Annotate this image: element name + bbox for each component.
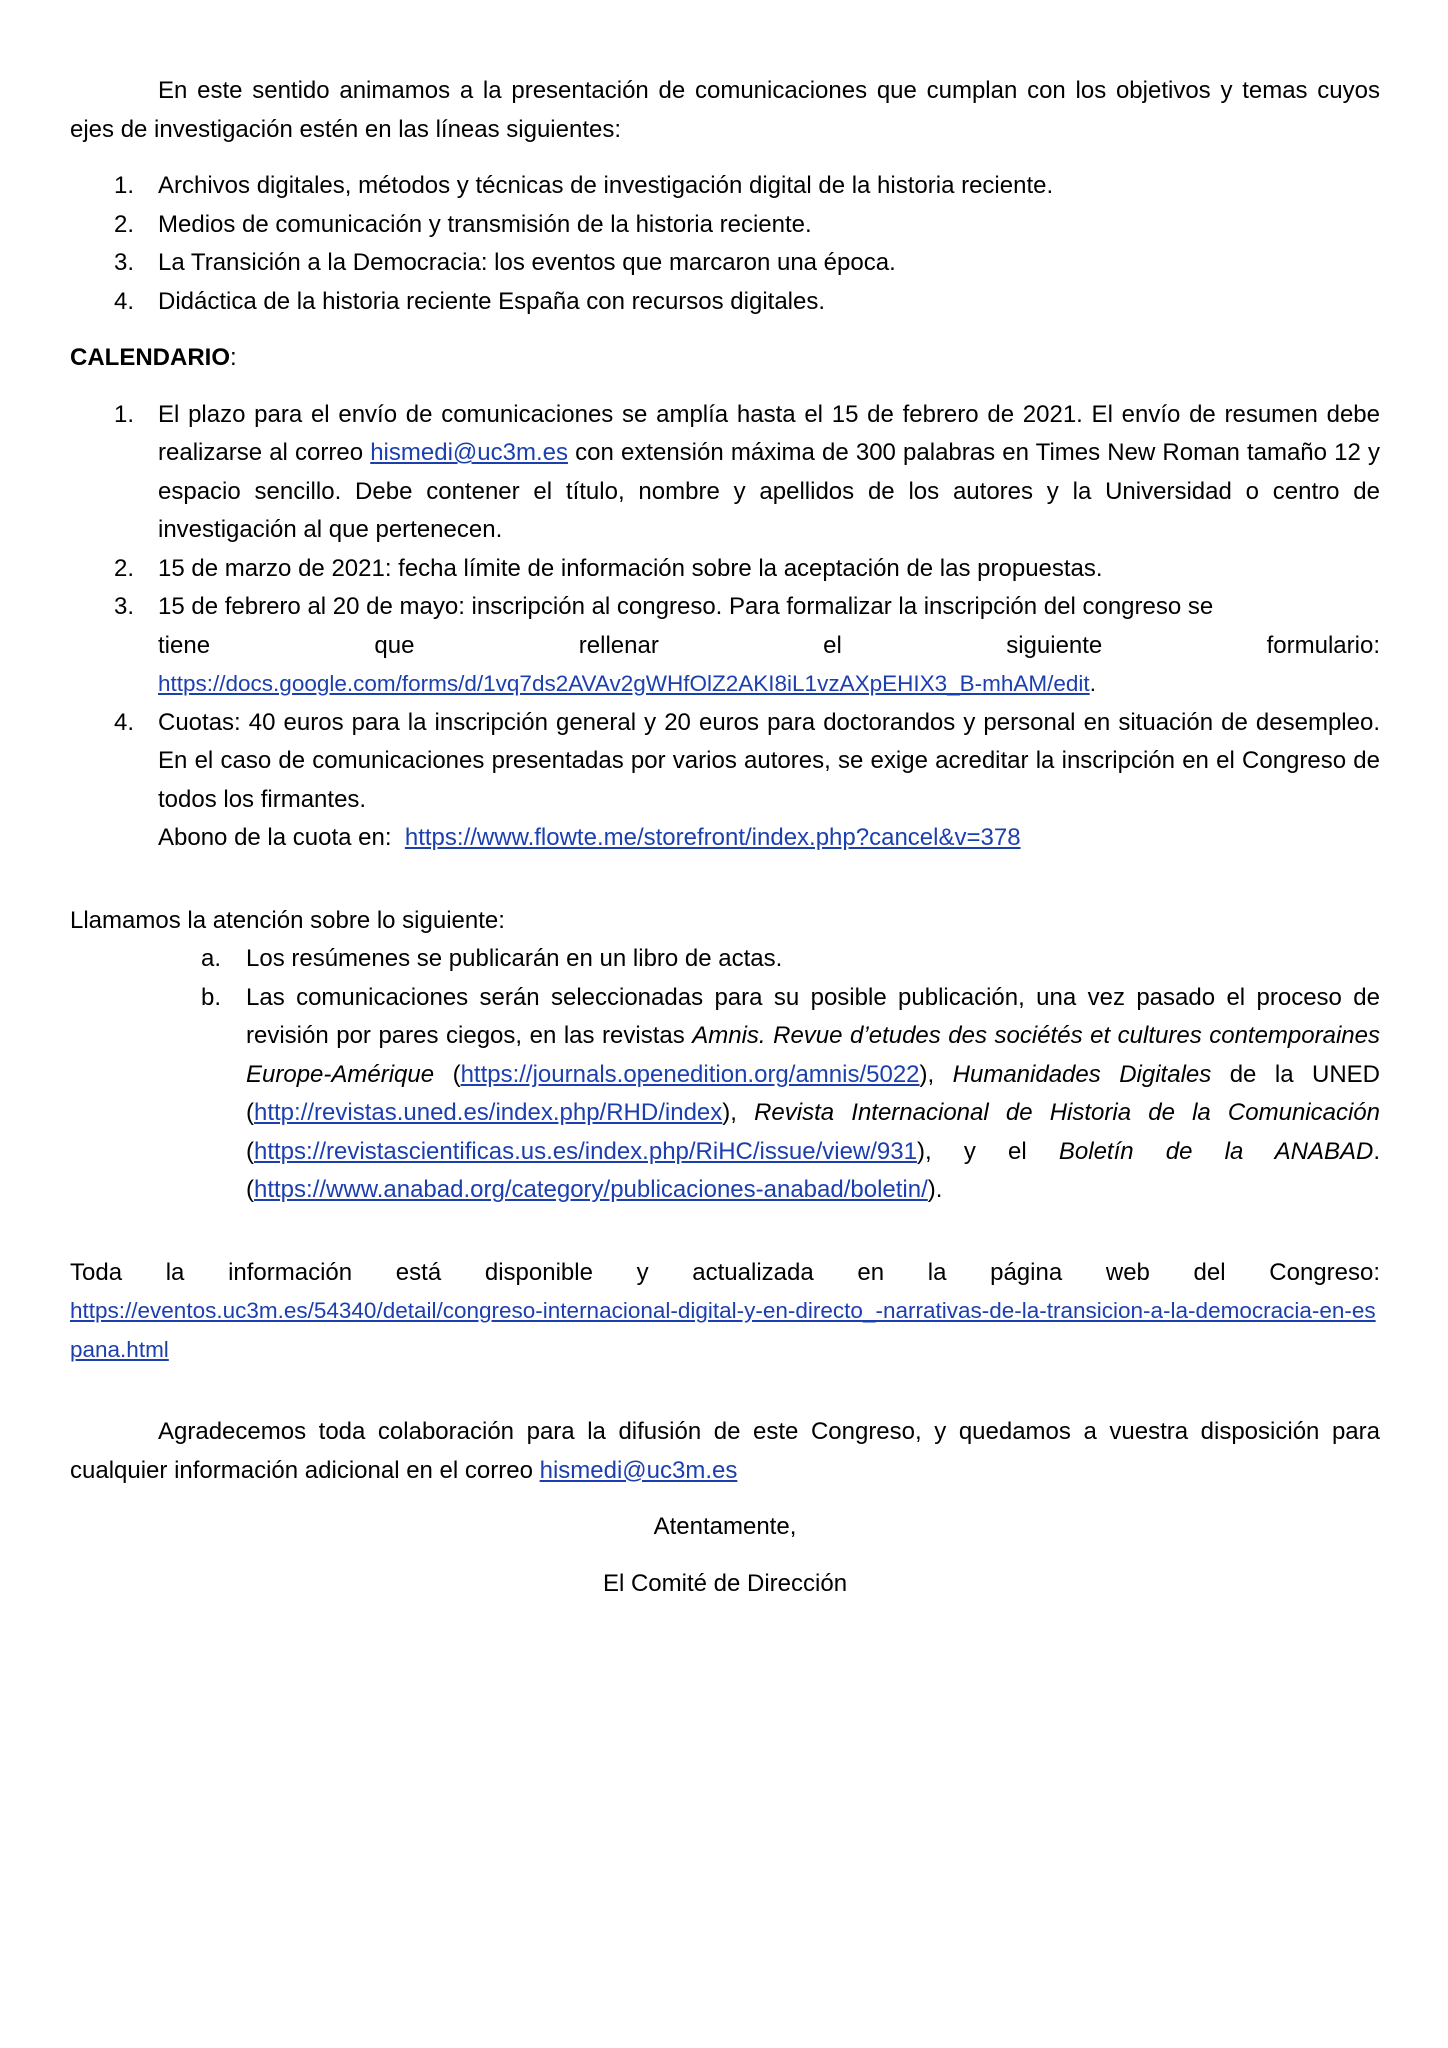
list-number: 4. <box>114 287 135 315</box>
calendar-heading: CALENDARIO <box>70 344 230 371</box>
closing-greeting: Atentamente, <box>653 1513 797 1540</box>
attention-item-b: b. Las comunicaciones serán seleccionadas para su posible publicación, una vez pasado el proceso de revisión por pares ciegos, en las revistas Amnis. Revue d’etudes des sociétés et cultures contemporaines Europe-Amérique (https://journals.openedition.org/amnis/5022), Humanidades Digitales de la UNED (http://revistas.uned.es/index.php/RHD/index), Revista Internacional de Historia de la Comunicación (https://revistascientificas.us.es/index.php/RiHC/issue/view/931), y el Boletín de la ANABAD. (https://www.anabad.org/category/publicaciones-anabad/boletin/). <box>70 979 1380 1210</box>
calendar-text: El plazo para el envío de comunicaciones se amplía hasta el 15 de febrero de 2021. El envío de resumen debe realizarse al correo <box>158 400 1380 466</box>
list-text: La Transición a la Democracia: los eventos que marcaron una época. <box>158 249 896 276</box>
word: rellenar <box>578 631 659 659</box>
attention-heading: Llamamos la atención sobre lo siguiente: <box>70 906 505 934</box>
list-number: 3. <box>114 249 135 276</box>
calendar-item-2 <box>70 550 1380 589</box>
word: siguiente <box>1006 631 1103 659</box>
form-link-line <box>158 665 1380 704</box>
email-link[interactable]: hismedi@uc3m.es <box>370 439 568 466</box>
attention-item-a <box>70 940 1380 979</box>
journal-link-rihc[interactable]: https://revistascientificas.us.es/index.php/RiHC/issue/view/931 <box>254 1137 917 1165</box>
attention-text: Las comunicaciones serán seleccionadas para su posible publicación, una vez pasado el proceso de revisión por pares ciegos, en las revistas <box>246 983 1380 1049</box>
calendar-text: Cuotas: 40 euros para la inscripción general y 20 euros para doctorandos y personal en situación de desempleo. En el caso de comunicaciones presentadas por varios autores, se exige acreditar la inscripción en el Congreso de todos los firmantes. <box>158 708 1380 813</box>
word: el <box>823 631 842 659</box>
word: tiene <box>158 631 211 659</box>
fee-payment-link[interactable]: https://www.flowte.me/storefront/index.php?cancel&v=378 <box>404 824 1021 851</box>
calendar-list <box>70 396 1380 858</box>
email-link[interactable]: hismedi@uc3m.es <box>539 1456 738 1484</box>
document-page <box>70 72 1380 1603</box>
list-number: 4. <box>114 708 135 736</box>
fee-line <box>158 819 1380 858</box>
journal-link-rhd[interactable]: http://revistas.uned.es/index.php/RHD/index <box>254 1099 723 1126</box>
list-text: Didáctica de la historia reciente España con recursos digitales. <box>158 287 826 315</box>
calendar-text: con extensión máxima de 300 palabras en Times New Roman tamaño 12 y espacio sencillo. Debe contener el título, nombre y apellidos de los autores y la Universidad o centro de investigación al que pertenecen. <box>158 439 1380 543</box>
journal-title: Humanidades Digitales <box>952 1060 1212 1088</box>
thanks-text: Agradecemos toda colaboración para la difusión de este Congreso, y quedamos a vuestra disposición para cualquier información adicional en el correo <box>70 1418 1380 1484</box>
calendar-text: 15 de febrero al 20 de mayo: inscripción al congreso. Para formalizar la inscripción del congreso se <box>158 593 1214 620</box>
attention-text: ). <box>927 1176 943 1203</box>
list-number: 3. <box>114 593 135 620</box>
word: formulario: <box>1266 631 1380 659</box>
list-item <box>70 206 1380 245</box>
journal-title: Boletín de la ANABAD <box>1058 1137 1374 1165</box>
attention-text: ), y el <box>916 1137 1059 1165</box>
intro-paragraph: En este sentido animamos a la presentación de comunicaciones que cumplan con los objetivos y temas cuyos ejes de investigación estén en las líneas siguientes: <box>70 77 1380 143</box>
list-letter: a. <box>201 945 222 972</box>
calendar-heading-colon: : <box>230 344 237 371</box>
congress-website-link[interactable]: https://eventos.uc3m.es/54340/detail/congreso-internacional-digital-y-en-directo_-narrativas-de-la-transicion-a-la-democracia-en-espana.html <box>70 1298 1376 1362</box>
google-form-link[interactable]: https://docs.google.com/forms/d/1vq7ds2AVAv2gWHfOlZ2AKI8iL1vzAXpEHIX3_B-mhAM/edit <box>158 671 1090 696</box>
list-item <box>70 167 1380 206</box>
link-period: . <box>1089 671 1096 696</box>
fee-label: Abono de la cuota en: <box>158 824 392 851</box>
list-number: 2. <box>114 554 135 582</box>
research-lines-list <box>70 167 1380 321</box>
journal-link-anabad[interactable]: https://www.anabad.org/category/publicaciones-anabad/boletin/ <box>254 1176 928 1203</box>
thanks-paragraph <box>70 1413 1380 1490</box>
info-paragraph: Toda la información está disponible y actualizada en la página web del Congreso: <box>70 1258 1380 1286</box>
info-link-paragraph <box>70 1292 1380 1369</box>
list-item <box>70 283 1380 322</box>
list-text: Archivos digitales, métodos y técnicas de investigación digital de la historia reciente. <box>158 172 1054 199</box>
list-text: Medios de comunicación y transmisión de la historia reciente. <box>158 210 812 238</box>
attention-text: de la UNED ( <box>246 1060 1380 1126</box>
list-letter: b. <box>201 983 222 1011</box>
calendar-item-4 <box>70 704 1380 858</box>
spread-line <box>158 627 1380 666</box>
attention-text: Los resúmenes se publicarán en un libro de actas. <box>246 945 783 972</box>
calendar-item-1 <box>70 396 1380 550</box>
attention-list <box>70 940 1380 1210</box>
list-item <box>70 244 1380 283</box>
journal-title: Amnis. Revue d’etudes des sociétés et cultures contemporaines Europe-Amérique <box>246 1022 1380 1088</box>
list-number: 1. <box>114 172 135 199</box>
journal-link-amnis[interactable]: https://journals.openedition.org/amnis/5022 <box>460 1060 920 1088</box>
calendar-text: 15 de marzo de 2021: fecha límite de información sobre la aceptación de las propuestas. <box>158 554 1103 582</box>
calendar-item-3 <box>70 588 1380 704</box>
list-number: 2. <box>114 210 135 238</box>
closing-signature: El Comité de Dirección <box>602 1569 848 1597</box>
list-number: 1. <box>114 400 135 428</box>
journal-title: Revista Internacional de Historia de la Comunicación <box>754 1099 1380 1126</box>
word: que <box>374 631 415 659</box>
calendar-heading-line <box>70 339 1380 378</box>
